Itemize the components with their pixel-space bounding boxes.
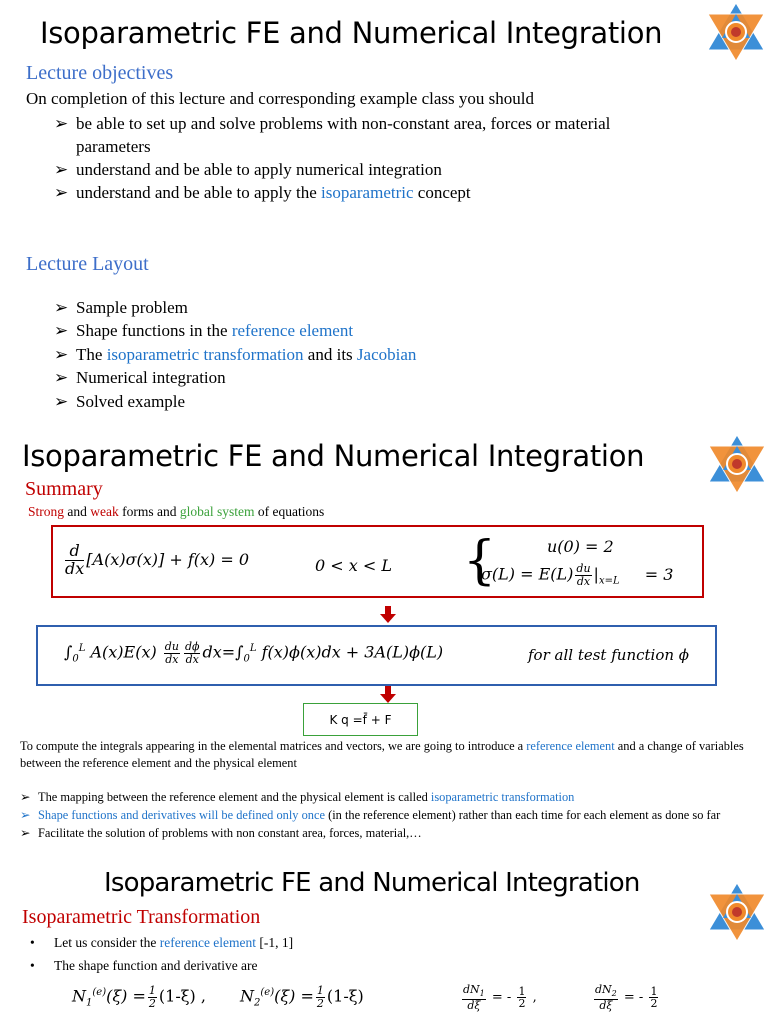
list-item: ➢ be able to set up and solve problems with non-constant area, forces or material parameters	[54, 114, 611, 156]
reference-element-link[interactable]: reference element	[231, 321, 354, 341]
shape-function-n1: $N_1^{(e)}(\xi)$ = $\frac{1}{2}$ (1-ξ) ,	[72, 984, 206, 1010]
list-item: ➢ The mapping between the reference element and the physical element is called isoparametric transformation	[20, 790, 575, 804]
star-of-david-logo-icon	[705, 880, 768, 944]
objectives-list	[54, 112, 714, 204]
jacobian-link[interactable]: Jacobian	[356, 344, 417, 364]
reference-element-link[interactable]: reference element	[526, 739, 615, 753]
arrow-bullet-icon: ➢	[54, 114, 69, 133]
derivative-n1: $\frac{dN_1}{d\xi}$ = - $\frac{1}{2}$ ,	[463, 983, 537, 1012]
weak-form-box	[36, 625, 717, 686]
down-arrow-icon	[379, 606, 397, 624]
slide-2-title: Isoparametric FE and Numerical Integration	[22, 439, 645, 473]
weak-form-qualifier: for all test function ϕ	[528, 646, 690, 664]
reference-paragraph: To compute the integrals appearing in the elemental matrices and vectors, we are going to introduce a reference element and a change of variables between the reference element and the physical element	[20, 739, 744, 770]
global-system-equation: K q =f̄ + F	[329, 712, 392, 727]
isoparametric-transformation-link[interactable]: isoparametric transformation	[106, 344, 304, 364]
shape-function-n2: $N_2^{(e)}(\xi)$ = $\frac{1}{2}$ (1-ξ)	[240, 984, 364, 1010]
arrow-bullet-icon: ➢	[20, 790, 31, 804]
strong-form-domain: 0 < x < L	[315, 556, 392, 575]
isoparametric-transformation-link[interactable]: isoparametric transformation	[430, 790, 575, 804]
weak-form-equation: $\int_0^L$ A(x)E(x) $\frac{du}{dx}$ $\frac{d\phi}{dx}$ $dx=\int_0^L$ f(x)ϕ(x)dx + 3A(L)ϕ(L)	[64, 640, 444, 666]
arrow-bullet-icon: ➢	[54, 298, 69, 317]
list-item: ➢ The isoparametric transformation and its Jacobian	[54, 343, 654, 366]
boundary-condition-1: u(0) = 2	[547, 537, 614, 556]
arrow-bullet-icon: ➢	[54, 368, 69, 388]
slide-1-title: Isoparametric FE and Numerical Integration	[40, 16, 663, 50]
list-item: ➢ Solved example	[54, 390, 654, 413]
derivative-n2: $\frac{dN_2}{d\xi}$ = - $\frac{1}{2}$	[595, 983, 658, 1012]
isoparametric-transformation-heading: Isoparametric Transformation	[22, 906, 261, 928]
slide-3-title: Isoparametric FE and Numerical Integration	[104, 868, 640, 898]
arrow-bullet-icon: ➢	[20, 825, 31, 840]
list-item: ➢ Shape functions and derivatives will be defined only once (in the reference element) rather than each time for each element as done so far	[20, 807, 721, 822]
objectives-intro: On completion of this lecture and corresponding example class you should	[26, 89, 534, 108]
strong-form-box	[51, 525, 704, 598]
list-item: • The shape function and derivative are	[30, 958, 258, 973]
list-item: ➢ understand and be able to apply the isoparametric concept	[54, 183, 471, 202]
objectives-heading: Lecture objectives	[26, 62, 174, 84]
layout-list	[54, 296, 654, 413]
list-item: • Let us consider the reference element [-1, 1]	[30, 935, 294, 950]
list-item: ➢ understand and be able to apply numerical integration	[54, 160, 442, 179]
isoparametric-link[interactable]: isoparametric	[321, 183, 414, 202]
layout-heading: Lecture Layout	[26, 253, 149, 275]
down-arrow-icon	[379, 686, 397, 704]
reference-element-link[interactable]: reference element	[159, 935, 257, 950]
list-item: ➢ Facilitate the solution of problems with non constant area, forces, material,…	[20, 825, 422, 840]
strong-form-equation: $\frac{d}{dx}$ [A(x)σ(x)] + f(x) = 0	[65, 541, 250, 578]
list-item: ➢ Numerical integration	[54, 366, 654, 389]
arrow-bullet-icon: ➢	[54, 183, 69, 202]
transformation-list	[30, 931, 293, 977]
brace: {	[463, 531, 497, 591]
global-system-box	[303, 703, 418, 736]
arrow-bullet-icon: ➢	[54, 160, 69, 179]
arrow-bullet-icon: ➢	[54, 321, 69, 341]
arrow-bullet-icon: ➢	[20, 807, 31, 822]
arrow-bullet-icon: ➢	[54, 391, 69, 411]
mapping-list	[20, 790, 755, 841]
summary-line: Strong and weak forms and global system of equations	[28, 504, 325, 519]
list-item: ➢ Shape functions in the reference element	[54, 319, 654, 342]
list-item: ➢ Sample problem	[54, 296, 654, 319]
boundary-condition-2: σ(L) = E(L) $\frac{du}{dx}$ $|_{x=L} = 3$	[481, 562, 674, 588]
arrow-bullet-icon: ➢	[54, 344, 69, 364]
star-of-david-logo-icon	[704, 0, 768, 64]
star-of-david-logo-icon	[705, 432, 768, 496]
summary-heading: Summary	[25, 478, 103, 500]
